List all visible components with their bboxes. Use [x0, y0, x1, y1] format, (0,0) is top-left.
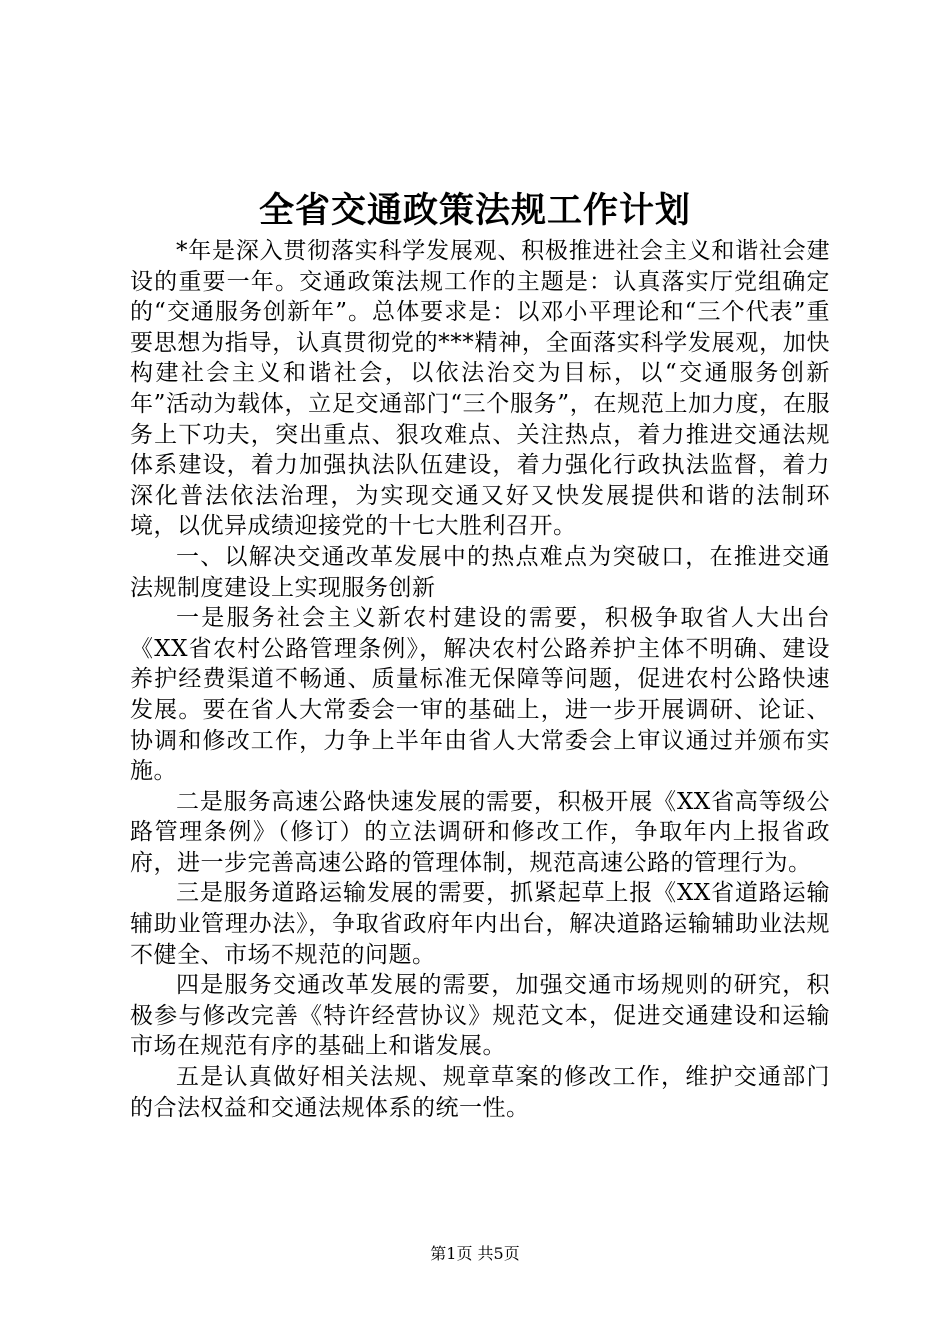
document-body [130, 236, 830, 1123]
paragraph-item-2: 二是服务高速公路快速发展的需要，积极开展《XX省高等级公路管理条例》（修订）的立法调研和修改工作，争取年内上报省政府，进一步完善高速公路的管理体制，规范高速公路的管理行为。 [130, 788, 830, 876]
page-number-footer: 第1页 共5页 [430, 1244, 520, 1263]
paragraph-item-3: 三是服务道路运输发展的需要，抓紧起草上报《XX省道路运输辅助业管理办法》，争取省政府年内出台，解决道路运输辅助业法规不健全、市场不规范的问题。 [130, 880, 830, 968]
paragraph-item-5: 五是认真做好相关法规、规章草案的修改工作，维护交通部门的合法权益和交通法规体系的统一性。 [130, 1064, 830, 1121]
section-heading-1: 一、以解决交通改革发展中的热点难点为突破口，在推进交通法规制度建设上实现服务创新 [130, 543, 830, 601]
paragraph-intro: *年是深入贯彻落实科学发展观、积极推进社会主义和谐社会建设的重要一年。交通政策法规工作的主题是：认真落实厅党组确定的“交通服务创新年”。总体要求是：以邓小平理论和“三个代表”重要思想为指导，认真贯彻党的***精神，全面落实科学发展观，加快构建社会主义和谐社会，以依法治交为目标，以“交通服务创新年”活动为载体，立足交通部门“三个服务”，在规范上加力度，在服务上下功夫，突出重点、狠攻难点、关注热点，着力推进交通法规体系建设，着力加强执法队伍建设，着力强化行政执法监督，着力深化普法依法治理，为实现交通又好又快发展提供和谐的法制环境，以优异成绩迎接党的十七大胜利召开。 [130, 238, 830, 540]
paragraph-item-4: 四是服务交通改革发展的需要，加强交通市场规则的研究，积极参与修改完善《特许经营协议》规范文本，促进交通建设和运输市场在规范有序的基础上和谐发展。 [130, 972, 830, 1060]
paragraph-item-1: 一是服务社会主义新农村建设的需要，积极争取省人大出台《XX省农村公路管理条例》，解决农村公路养护主体不明确、建设养护经费渠道不畅通、质量标准无保障等问题，促进农村公路快速发展。要在省人大常委会一审的基础上，进一步开展调研、论证、协调和修改工作，力争上半年由省人大常委会上审议通过并颁布实施。 [130, 605, 830, 785]
document-title: 全省交通政策法规工作计划 [258, 190, 691, 231]
